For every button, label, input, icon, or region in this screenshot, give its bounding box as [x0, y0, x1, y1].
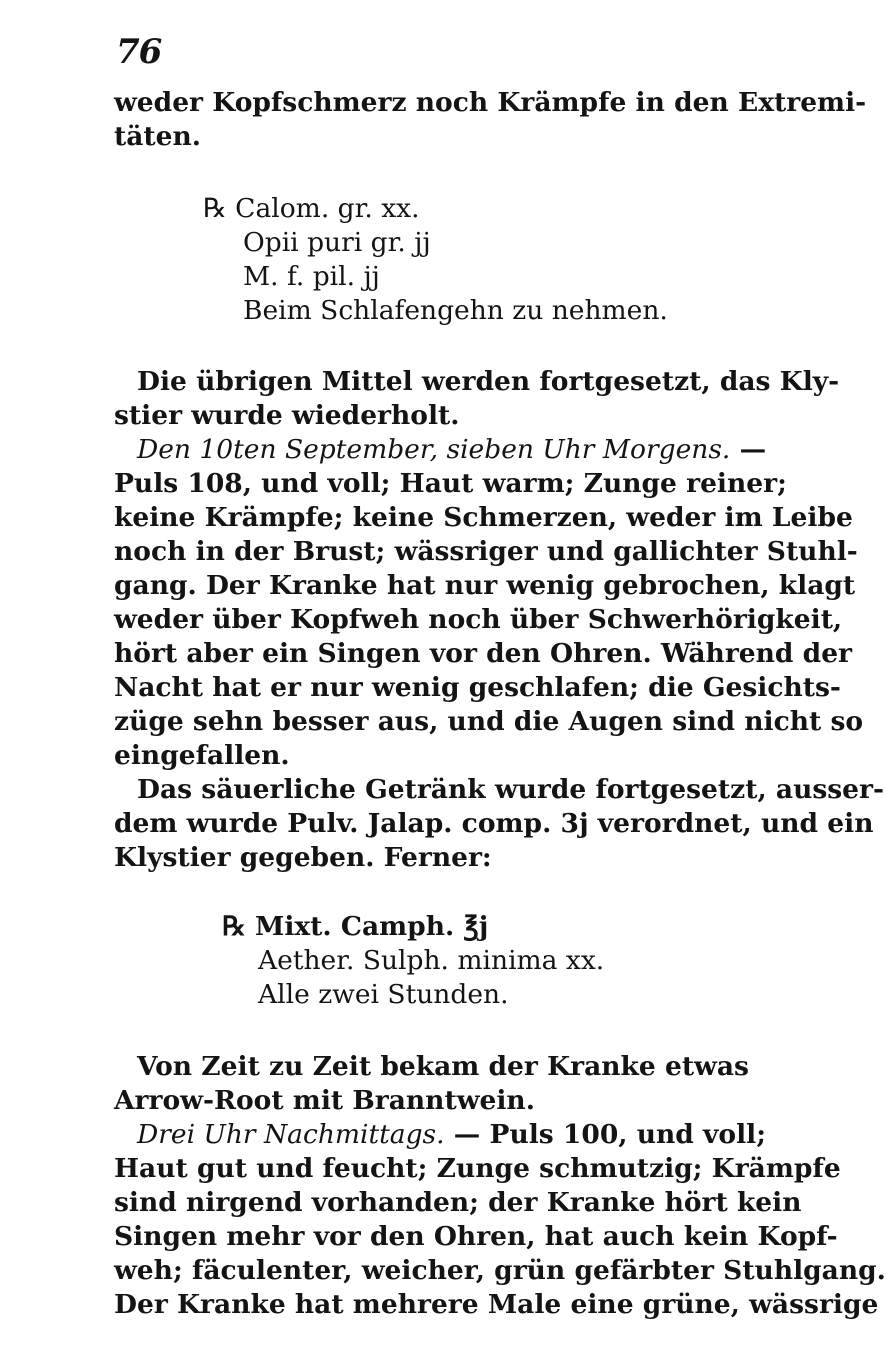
text-line: züge sehn besser aus, und die Augen sind nicht so	[114, 706, 864, 737]
date-heading: Drei Uhr Nachmittags.	[137, 1119, 445, 1150]
text-line: weh; fäculenter, weicher, grün gefärbter Stuhlgang.	[114, 1255, 886, 1286]
dash: —	[730, 434, 767, 465]
text-continuation: — Puls 100, und voll;	[444, 1119, 766, 1150]
page-number: 76	[116, 32, 162, 72]
text-line: Puls 108, und voll; Haut warm; Zunge reiner;	[114, 468, 787, 499]
prescription-line: ℞ Calom. gr. xx.	[203, 193, 420, 224]
text-line: Klystier gegeben. Ferner:	[114, 842, 492, 873]
text-line	[137, 1118, 766, 1152]
text-line: keine Krämpfe; keine Schmerzen, weder im Leibe	[114, 502, 853, 533]
prescription-line: ℞ Mixt. Camph. ℥j	[222, 911, 489, 942]
text-line: sind nirgend vorhanden; der Kranke hört kein	[114, 1187, 802, 1218]
text-line: Singen mehr vor den Ohren, hat auch kein Kopf-	[114, 1221, 838, 1252]
text-line	[137, 433, 767, 467]
prescription-line: Opii puri gr. jj	[243, 227, 431, 258]
text-line: täten.	[114, 121, 202, 152]
text-line: gang. Der Kranke hat nur wenig gebrochen, klagt	[114, 570, 856, 601]
text-line: eingefallen.	[114, 740, 290, 771]
text-line: weder Kopfschmerz noch Krämpfe in den Extremi-	[114, 87, 867, 118]
text-line: hört aber ein Singen vor den Ohren. Während der	[114, 638, 853, 669]
text-line: Nacht hat er nur wenig geschlafen; die Gesichts-	[114, 672, 841, 703]
text-line: dem wurde Pulv. Jalap. comp. 3j verordnet, und ein	[114, 808, 874, 839]
prescription-line: Beim Schlafengehn zu nehmen.	[243, 295, 668, 326]
text-line: Das säuerliche Getränk wurde fortgesetzt, ausser-	[137, 774, 884, 805]
text-line: weder über Kopfweh noch über Schwerhörigkeit,	[114, 604, 843, 635]
text-line: Arrow-Root mit Branntwein.	[114, 1085, 535, 1116]
date-heading: Den 10ten September, sieben Uhr Morgens.	[137, 434, 731, 465]
text-line: Der Kranke hat mehrere Male eine grüne, wässrige	[114, 1289, 879, 1320]
prescription-line: Aether. Sulph. minima xx.	[258, 945, 605, 976]
text-line: Haut gut und feucht; Zunge schmutzig; Krämpfe	[114, 1153, 841, 1184]
prescription-line: Alle zwei Stunden.	[258, 979, 509, 1010]
prescription-line: M. f. pil. jj	[243, 261, 380, 292]
text-line: Von Zeit zu Zeit bekam der Kranke etwas	[137, 1051, 749, 1082]
text-line: Die übrigen Mittel werden fortgesetzt, das Kly-	[137, 366, 840, 397]
text-line: stier wurde wiederholt.	[114, 400, 460, 431]
text-line: noch in der Brust; wässriger und gallichter Stuhl-	[114, 536, 858, 567]
